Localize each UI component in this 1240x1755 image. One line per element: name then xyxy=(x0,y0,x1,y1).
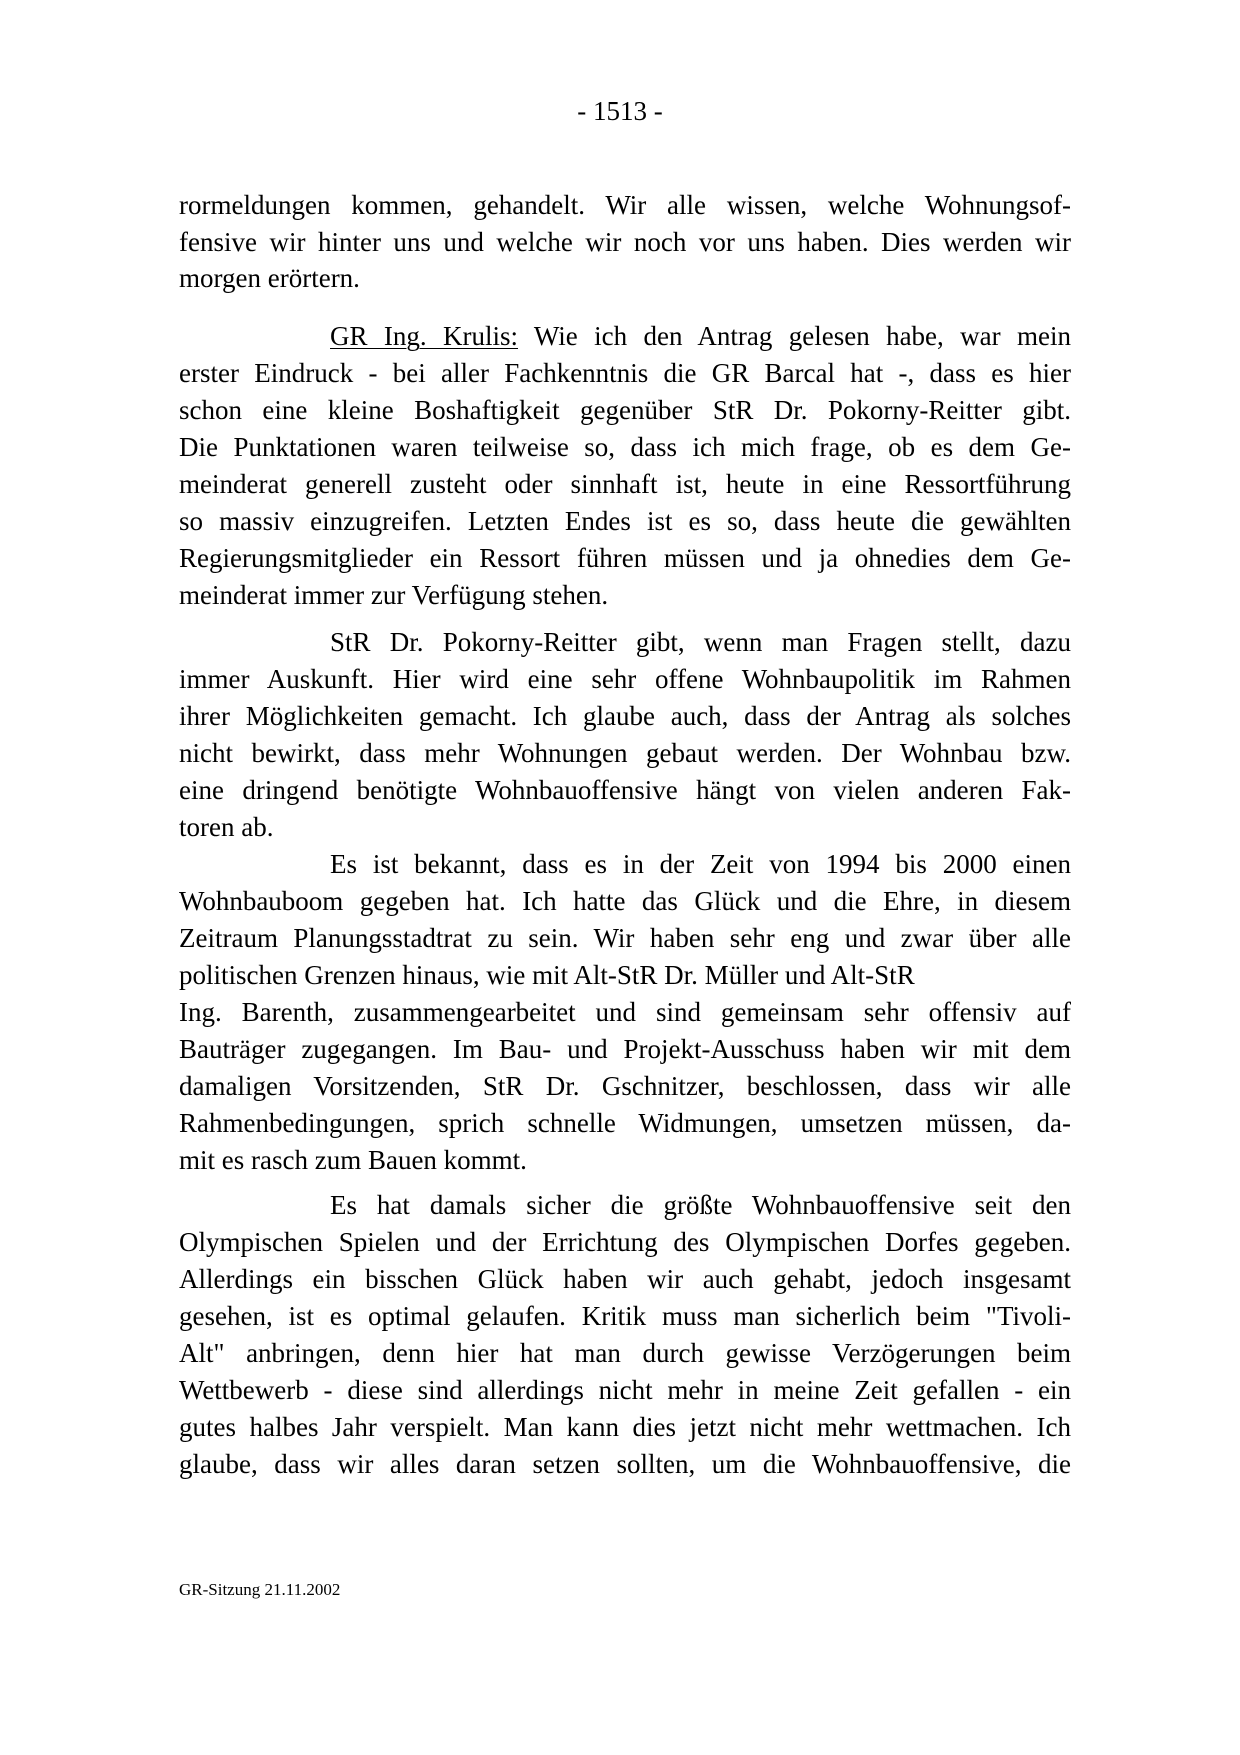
text-line: ihrer Möglichkeiten gemacht. Ich glaube auch, dass der Antrag als solches xyxy=(179,701,1071,731)
text-line: gutes halbes Jahr verspielt. Man kann dies jetzt nicht mehr wettmachen. Ich xyxy=(179,1412,1071,1442)
text-line: Alt" anbringen, denn hier hat man durch gewisse Verzögerungen beim xyxy=(179,1338,1071,1368)
text-line: nicht bewirkt, dass mehr Wohnungen gebaut werden. Der Wohnbau bzw. xyxy=(179,738,1071,768)
text-line: gesehen, ist es optimal gelaufen. Kritik muss man sicherlich beim "Tivoli- xyxy=(179,1301,1071,1331)
text-line: toren ab. xyxy=(179,812,274,842)
text-line: so massiv einzugreifen. Letzten Endes ist es so, dass heute die gewählten xyxy=(179,506,1071,536)
text-line: StR Dr. Pokorny-Reitter gibt, wenn man Fragen stellt, dazu xyxy=(330,627,1071,657)
text-line: Allerdings ein bisschen Glück haben wir auch gehabt, jedoch insgesamt xyxy=(179,1264,1071,1294)
text-line: erster Eindruck - bei aller Fachkenntnis die GR Barcal hat -, dass es hier xyxy=(179,358,1071,388)
text-line: meinderat generell zusteht oder sinnhaft ist, heute in eine Ressortführung xyxy=(179,469,1071,499)
text-line: Olympischen Spielen und der Errichtung des Olympischen Dorfes gegeben. xyxy=(179,1227,1071,1257)
speaker-line xyxy=(330,317,1071,355)
text-line: schon eine kleine Boshaftigkeit gegenüber StR Dr. Pokorny-Reitter gibt. xyxy=(179,395,1071,425)
text-line: Regierungsmitglieder ein Ressort führen müssen und ja ohnedies dem Ge- xyxy=(179,543,1071,573)
text-line: meinderat immer zur Verfügung stehen. xyxy=(179,580,609,610)
text-line: eine dringend benötigte Wohnbauoffensive hängt von vielen anderen Fak- xyxy=(179,775,1071,805)
text-line: damaligen Vorsitzenden, StR Dr. Gschnitzer, beschlossen, dass wir alle xyxy=(179,1071,1071,1101)
text-line: mit es rasch zum Bauen kommt. xyxy=(179,1145,527,1175)
page-number: - 1513 - xyxy=(577,96,663,126)
text-line: Rahmenbedingungen, sprich schnelle Widmungen, umsetzen müssen, da- xyxy=(179,1108,1071,1138)
text-line: Wohnbauboom gegeben hat. Ich hatte das Glück und die Ehre, in diesem xyxy=(179,886,1071,916)
text-line: Wettbewerb - diese sind allerdings nicht mehr in meine Zeit gefallen - ein xyxy=(179,1375,1071,1405)
text-line: morgen erörtern. xyxy=(179,263,360,293)
text-line: Zeitraum Planungsstadtrat zu sein. Wir haben sehr eng und zwar über alle xyxy=(179,923,1071,953)
text-line: Es ist bekannt, dass es in der Zeit von 1994 bis 2000 einen xyxy=(330,849,1071,879)
speaker-text: Wie ich den Antrag gelesen habe, war mein xyxy=(518,321,1071,351)
text-line: glaube, dass wir alles daran setzen sollten, um die Wohnbauoffensive, die xyxy=(179,1449,1071,1479)
text-line: rormeldungen kommen, gehandelt. Wir alle wissen, welche Wohnungsof- xyxy=(179,190,1071,220)
text-line: Ing. Barenth, zusammengearbeitet und sind gemeinsam sehr offensiv auf xyxy=(179,997,1071,1027)
text-line: Es hat damals sicher die größte Wohnbauoffensive seit den xyxy=(330,1190,1071,1220)
footer-session-date: GR-Sitzung 21.11.2002 xyxy=(179,1580,341,1599)
speaker-name: GR Ing. Krulis: xyxy=(330,321,518,351)
text-line: politischen Grenzen hinaus, wie mit Alt-StR Dr. Müller und Alt-StR xyxy=(179,960,915,990)
text-line: fensive wir hinter uns und welche wir noch vor uns haben. Dies werden wir xyxy=(179,227,1071,257)
text-line: Die Punktationen waren teilweise so, dass ich mich frage, ob es dem Ge- xyxy=(179,432,1071,462)
text-line: immer Auskunft. Hier wird eine sehr offene Wohnbaupolitik im Rahmen xyxy=(179,664,1071,694)
text-line: Bauträger zugegangen. Im Bau- und Projekt-Ausschuss haben wir mit dem xyxy=(179,1034,1071,1064)
